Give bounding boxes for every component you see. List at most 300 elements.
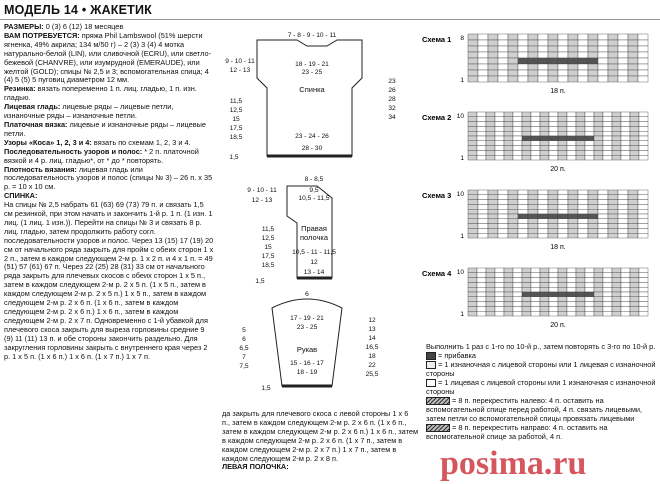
scheme-cell	[594, 117, 603, 122]
scheme-cell	[594, 150, 603, 155]
scheme-cell	[488, 200, 498, 205]
scheme-cell	[498, 204, 508, 209]
legend-purl: = 1 изнаночная с лицевой стороны или 1 лицевая с изнаночной стороны	[426, 360, 656, 379]
scheme-cell	[598, 190, 608, 195]
scheme-cell	[578, 46, 588, 52]
materials-label: ВАМ ПОТРЕБУЕТСЯ:	[4, 30, 80, 40]
scheme-cell	[508, 190, 518, 195]
scheme-cell	[598, 209, 608, 214]
scheme-cell	[585, 297, 594, 302]
scheme-cell	[477, 282, 486, 287]
scheme-cell	[621, 112, 630, 117]
scheme-cell	[578, 40, 588, 46]
scheme-cell	[508, 219, 518, 224]
scheme-cell	[549, 302, 558, 307]
scheme-cell	[594, 282, 603, 287]
scheme-cell	[612, 268, 621, 273]
front-shoulder-2: 12 - 13	[251, 197, 273, 204]
scheme-cell	[495, 126, 504, 131]
scheme-cell	[528, 204, 538, 209]
scheme-cell	[568, 40, 578, 46]
scheme-cell	[594, 136, 603, 141]
scheme-cell	[558, 58, 568, 64]
scheme-label: Схема 3	[422, 191, 452, 200]
scheme-cell	[495, 117, 504, 122]
scheme-cell	[618, 52, 628, 58]
scheme-cell	[639, 268, 648, 273]
scheme-cell	[598, 204, 608, 209]
scheme-cell	[578, 76, 588, 82]
scheme-cell	[518, 40, 528, 46]
scheme-cell	[567, 311, 576, 316]
sequence-text: * 2 п. платочной вязкой и 4 р. лиц. гладью*, от * до * повторять.	[4, 146, 199, 165]
scheme-cell	[522, 126, 531, 131]
scheme-cell	[477, 155, 486, 160]
scheme-cell	[548, 190, 558, 195]
scheme-cell	[576, 311, 585, 316]
scheme-cell	[468, 126, 477, 131]
scheme-cell	[528, 228, 538, 233]
scheme-cell	[598, 219, 608, 224]
scheme-cell	[639, 112, 648, 117]
scheme-cell	[488, 70, 498, 76]
scheme-cell	[477, 278, 486, 283]
scheme-cell	[638, 76, 648, 82]
scheme-cell	[578, 219, 588, 224]
scheme-cell	[576, 150, 585, 155]
scheme-cell	[538, 34, 548, 40]
increase-icon	[426, 352, 436, 360]
scheme-cell	[608, 233, 618, 238]
scheme-cell	[468, 40, 478, 46]
scheme-cell	[548, 219, 558, 224]
scheme-cell	[558, 219, 568, 224]
scheme-cell	[618, 195, 628, 200]
scheme-cell	[531, 302, 540, 307]
legend-cable-left: = 8 п. перекрестить налево: 4 п. оставить на вспомогательной спице перед работой, 4 п. связать лицевыми, затем петли со вспомогательной спицы провязать лицевыми	[426, 396, 643, 424]
scheme-cell	[638, 214, 648, 219]
sleeve-left-2: 6	[242, 336, 246, 343]
scheme-cell	[567, 150, 576, 155]
scheme-cell	[608, 204, 618, 209]
scheme-cell	[603, 302, 612, 307]
scheme-cell	[578, 200, 588, 205]
scheme-cell	[621, 302, 630, 307]
scheme-cell	[498, 200, 508, 205]
scheme-cell	[594, 268, 603, 273]
scheme-cell	[478, 64, 488, 70]
scheme-cell	[612, 278, 621, 283]
scheme-cell	[603, 306, 612, 311]
scheme-cell	[518, 209, 528, 214]
scheme-cell	[486, 297, 495, 302]
scheme-cell	[630, 112, 639, 117]
scheme-cell	[518, 46, 528, 52]
scheme-cell	[558, 136, 567, 141]
scheme-cell	[486, 282, 495, 287]
scheme-cell	[618, 76, 628, 82]
scheme-cell	[518, 58, 528, 64]
scheme-cell	[618, 200, 628, 205]
scheme-cell	[588, 228, 598, 233]
scheme-cell	[630, 302, 639, 307]
scheme-cell	[522, 141, 531, 146]
scheme-cell	[598, 76, 608, 82]
scheme-cell	[486, 268, 495, 273]
scheme-cell	[578, 224, 588, 229]
scheme-cell	[585, 311, 594, 316]
scheme-cell	[538, 224, 548, 229]
scheme-cell	[558, 311, 567, 316]
back-shoulder-2: 12 - 13	[229, 67, 251, 74]
scheme-cell	[531, 150, 540, 155]
scheme-cell	[468, 146, 477, 151]
scheme-cell	[486, 122, 495, 127]
scheme-cell	[468, 224, 478, 229]
scheme-label: Схема 4	[422, 269, 452, 278]
scheme-cell	[630, 297, 639, 302]
scheme-cell	[468, 200, 478, 205]
scheme-cell	[504, 136, 513, 141]
scheme-cell	[594, 141, 603, 146]
scheme-cell	[628, 40, 638, 46]
scheme-cell	[468, 268, 477, 273]
scheme-cell	[598, 214, 608, 219]
scheme-cell	[488, 46, 498, 52]
scheme-cell	[618, 204, 628, 209]
scheme-cell	[478, 224, 488, 229]
scheme-label: Схема 1	[422, 35, 452, 44]
scheme-cell	[468, 273, 477, 278]
sleeve-width-1: 17 - 19 - 21	[290, 315, 324, 322]
scheme-cell	[558, 287, 567, 292]
scheme-cell	[588, 204, 598, 209]
scheme-cell	[603, 117, 612, 122]
scheme-cell	[498, 34, 508, 40]
scheme-cell	[522, 155, 531, 160]
scheme-cell	[639, 287, 648, 292]
scheme-cell	[538, 52, 548, 58]
scheme-cell	[568, 64, 578, 70]
scheme-cell	[639, 282, 648, 287]
scheme-cell	[538, 233, 548, 238]
scheme-cell	[468, 219, 478, 224]
scheme-cell	[598, 228, 608, 233]
scheme-cell	[603, 292, 612, 297]
scheme-cell	[478, 70, 488, 76]
scheme-cell	[621, 311, 630, 316]
scheme-cell	[603, 311, 612, 316]
scheme-cell	[498, 64, 508, 70]
scheme-cell	[468, 46, 478, 52]
scheme-cell	[630, 278, 639, 283]
back-right-5: 34	[388, 114, 396, 121]
scheme-cell	[528, 40, 538, 46]
knit-icon	[426, 379, 436, 387]
scheme-cell	[477, 141, 486, 146]
scheme-cell	[628, 195, 638, 200]
scheme-cell	[594, 155, 603, 160]
scheme-cell	[528, 233, 538, 238]
sleeve-bottom-1: 15 - 16 - 17	[290, 360, 324, 367]
scheme-cell	[468, 76, 478, 82]
scheme-cell	[603, 278, 612, 283]
scheme-cell	[540, 155, 549, 160]
scheme-cell	[638, 46, 648, 52]
scheme-cell	[576, 302, 585, 307]
scheme-cell	[495, 150, 504, 155]
scheme-cell	[630, 146, 639, 151]
scheme-cell	[608, 70, 618, 76]
scheme-cell	[540, 141, 549, 146]
scheme-cell	[518, 70, 528, 76]
scheme-cell	[513, 122, 522, 127]
scheme-cell	[477, 302, 486, 307]
scheme-cell	[548, 233, 558, 238]
scheme-cell	[549, 292, 558, 297]
scheme-cell	[549, 273, 558, 278]
scheme-cell	[621, 292, 630, 297]
scheme-cell	[528, 76, 538, 82]
scheme-cell	[618, 46, 628, 52]
scheme-cell	[621, 150, 630, 155]
scheme-cell	[568, 195, 578, 200]
scheme-cell	[508, 70, 518, 76]
scheme-cell	[548, 214, 558, 219]
scheme-cell	[603, 136, 612, 141]
scheme-cell	[518, 214, 528, 219]
scheme-cell	[531, 268, 540, 273]
scheme-cell	[567, 273, 576, 278]
scheme-cell	[630, 122, 639, 127]
scheme-cell	[531, 136, 540, 141]
scheme-cell	[608, 195, 618, 200]
scheme-cell	[588, 200, 598, 205]
back-left-4: 17,5	[229, 125, 243, 132]
garter-label: Платочная вязка:	[4, 119, 68, 129]
front-width-1: 10,5 - 11 - 11,5	[292, 249, 336, 256]
scheme-cell	[495, 112, 504, 117]
scheme-cell	[513, 131, 522, 136]
scheme-cell	[568, 200, 578, 205]
scheme-cell	[468, 195, 478, 200]
back-label: СПИНКА:	[4, 191, 38, 201]
scheme-cell	[568, 209, 578, 214]
scheme-cell	[548, 64, 558, 70]
scheme-cell	[588, 190, 598, 195]
scheme-cell	[549, 155, 558, 160]
front-top-3: 10,5 - 11,5	[298, 195, 330, 202]
scheme-cell	[567, 287, 576, 292]
scheme-cell	[504, 117, 513, 122]
scheme-cell	[639, 136, 648, 141]
scheme-cell	[531, 112, 540, 117]
scheme-cell	[594, 297, 603, 302]
scheme-cell	[548, 76, 558, 82]
scheme-cell	[549, 112, 558, 117]
scheme-cell	[522, 136, 531, 141]
scheme-cell	[585, 126, 594, 131]
scheme-cell	[477, 306, 486, 311]
scheme-cell	[549, 268, 558, 273]
scheme-cell	[478, 214, 488, 219]
scheme-cell	[558, 190, 568, 195]
scheme-cell	[504, 112, 513, 117]
scheme-cell	[468, 70, 478, 76]
scheme-cell	[568, 204, 578, 209]
scheme-cell	[538, 64, 548, 70]
back-right-1: 23	[388, 78, 396, 85]
scheme-cell	[608, 46, 618, 52]
front-name-1: Правая	[301, 224, 327, 233]
scheme-cell	[612, 112, 621, 117]
scheme-cell	[628, 70, 638, 76]
scheme-cell	[558, 64, 568, 70]
sleeve-name: Рукав	[296, 345, 318, 354]
scheme-cell	[576, 131, 585, 136]
scheme-cell	[585, 141, 594, 146]
scheme-cell	[618, 58, 628, 64]
scheme-cell	[513, 311, 522, 316]
scheme-cell	[495, 306, 504, 311]
sleeve-right-4: 16,5	[365, 344, 379, 351]
scheme-cell	[548, 58, 558, 64]
sleeve-left-4: 7	[242, 354, 246, 361]
scheme-cell	[540, 268, 549, 273]
scheme-cell	[621, 287, 630, 292]
scheme-cell	[576, 112, 585, 117]
sizes-text: 0 (3) 6 (12) 18 месяцев	[43, 22, 124, 31]
scheme-cell	[558, 34, 568, 40]
scheme-cell	[488, 190, 498, 195]
scheme-cell	[576, 126, 585, 131]
scheme-row-one: 1	[460, 311, 464, 318]
scheme-cell	[588, 40, 598, 46]
scheme-cell	[548, 40, 558, 46]
scheme-cell	[608, 64, 618, 70]
scheme-cell	[612, 282, 621, 287]
scheme-cell	[538, 219, 548, 224]
scheme-cell	[568, 214, 578, 219]
scheme-label: Схема 2	[422, 113, 452, 122]
scheme-cell	[468, 190, 478, 195]
scheme-cell	[531, 297, 540, 302]
sleeve-right-2: 13	[368, 326, 376, 333]
scheme-cell	[608, 228, 618, 233]
scheme-cell	[638, 209, 648, 214]
scheme-cell	[468, 141, 477, 146]
scheme-cell	[531, 146, 540, 151]
scheme-cell	[540, 136, 549, 141]
scheme-cell	[478, 219, 488, 224]
scheme-4	[422, 268, 648, 329]
sleeve-rib: 1,5	[261, 385, 271, 392]
scheme-cell	[621, 306, 630, 311]
scheme-cell	[618, 70, 628, 76]
scheme-cell	[568, 224, 578, 229]
scheme-cell	[513, 278, 522, 283]
scheme-cell	[585, 302, 594, 307]
scheme-cell	[576, 155, 585, 160]
legend-intro: Выполнить 1 раз с 1-го по 10-й р., затем повторять с 3-го по 10-й р.	[426, 342, 656, 351]
scheme-cell	[630, 131, 639, 136]
scheme-cell	[486, 311, 495, 316]
scheme-cell	[548, 52, 558, 58]
scheme-cell	[598, 40, 608, 46]
scheme-cell	[630, 155, 639, 160]
sleeve-right-7: 25,5	[365, 371, 379, 378]
scheme-cell	[495, 292, 504, 297]
scheme-cell	[638, 224, 648, 229]
scheme-cell	[518, 195, 528, 200]
scheme-1	[422, 34, 648, 95]
scheme-cell	[518, 190, 528, 195]
scheme-cell	[531, 155, 540, 160]
density-label: Плотность вязания:	[4, 164, 77, 174]
scheme-cell	[468, 150, 477, 155]
scheme-cell	[558, 70, 568, 76]
scheme-cell	[508, 46, 518, 52]
scheme-cell	[618, 233, 628, 238]
scheme-cell	[495, 146, 504, 151]
scheme-cell	[628, 52, 638, 58]
scheme-cell	[513, 282, 522, 287]
scheme-cell	[477, 297, 486, 302]
back-right-2: 26	[388, 87, 396, 94]
scheme-cell	[603, 268, 612, 273]
scheme-cell	[558, 214, 568, 219]
back-left-1: 11,5	[229, 98, 243, 105]
scheme-cell	[549, 136, 558, 141]
scheme-cell	[558, 200, 568, 205]
scheme-cell	[567, 112, 576, 117]
scheme-cell	[588, 209, 598, 214]
scheme-cell	[498, 190, 508, 195]
scheme-cell	[538, 209, 548, 214]
scheme-cell	[638, 34, 648, 40]
scheme-cell	[498, 76, 508, 82]
legend	[426, 342, 658, 441]
scheme-cell	[628, 204, 638, 209]
scheme-cell	[630, 306, 639, 311]
scheme-cell	[638, 70, 648, 76]
scheme-cell	[504, 306, 513, 311]
scheme-cell	[598, 52, 608, 58]
scheme-cell	[576, 268, 585, 273]
scheme-cell	[549, 141, 558, 146]
scheme-cell	[585, 278, 594, 283]
scheme-cell	[639, 122, 648, 127]
scheme-cell	[486, 146, 495, 151]
scheme-cell	[495, 311, 504, 316]
scheme-cell	[578, 214, 588, 219]
scheme-cell	[508, 195, 518, 200]
scheme-cell	[558, 268, 567, 273]
front-left-4: 17,5	[261, 253, 275, 260]
scheme-cell	[588, 233, 598, 238]
scheme-cell	[578, 190, 588, 195]
scheme-cell	[588, 224, 598, 229]
scheme-cell	[568, 34, 578, 40]
scheme-cell	[594, 122, 603, 127]
scheme-cell	[567, 122, 576, 127]
scheme-cell	[531, 311, 540, 316]
scheme-cell	[478, 209, 488, 214]
scheme-cell	[639, 126, 648, 131]
scheme-cell	[522, 273, 531, 278]
scheme-cell	[638, 219, 648, 224]
scheme-cell	[548, 46, 558, 52]
